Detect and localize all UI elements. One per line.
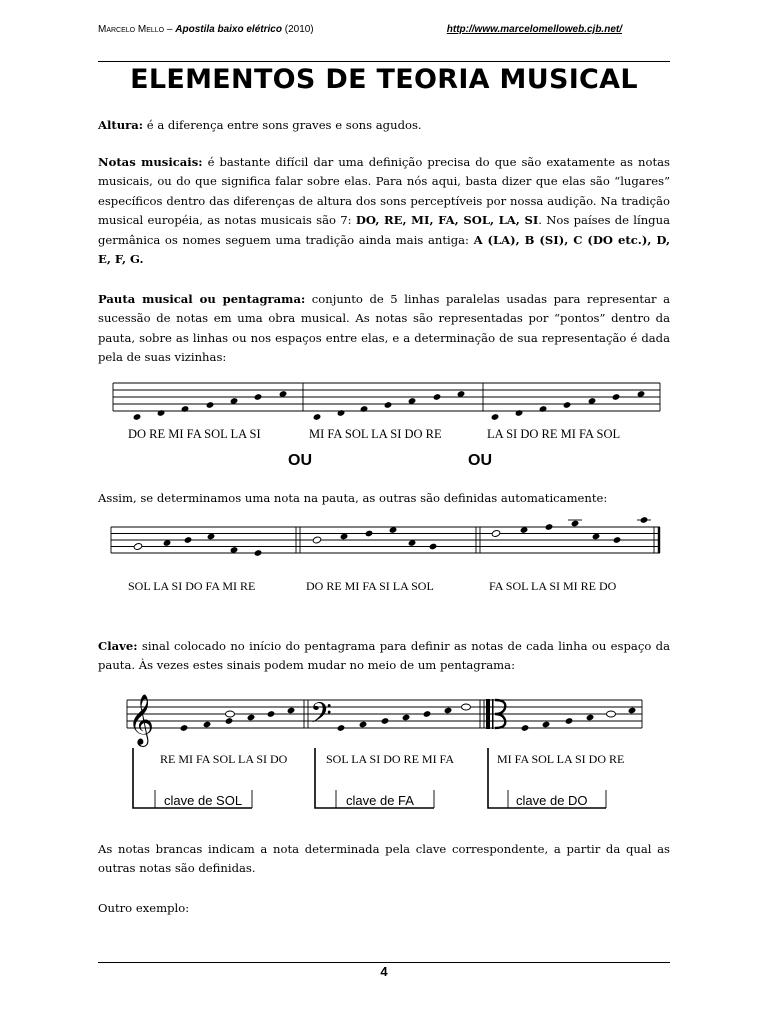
note-names-fig2-group-2: DO RE MI FA SI LA SOL <box>306 579 434 593</box>
paragraph-notas: Notas musicais: é bastante difícil dar uma definição precisa do que são exatamente as notas musicais, ou do que significa falar sobre elas. Para nós aqui, basta dizer que elas são “lugares” específicos dentro das diferenças de altura dos sons perceptíveis por nossa audição. Na tradição musical européia, as notas musicais são 7: DO, RE, MI, FA, SOL, LA, SI. Nos países de língua germânica os nomes seguem uma tradição ainda mais antiga: A (LA), B (SI), C (DO etc.), D, E, F, G. <box>98 155 670 267</box>
paragraph-outro: Outro exemplo: <box>98 901 190 915</box>
ou-label-2: OU <box>468 452 492 469</box>
term-pauta: Pauta musical ou pentagrama: <box>98 292 306 306</box>
header-year: (2010) <box>284 24 314 35</box>
term-clave: Clave: <box>98 639 138 653</box>
ou-label-1: OU <box>288 452 312 469</box>
bass-clef-icon: 𝄢 <box>310 697 332 737</box>
clef-label-do: clave de DO <box>516 793 588 808</box>
paragraph-pauta: Pauta musical ou pentagrama: conjunto de 5 linhas paralelas usadas para representar a sucessão de notas em uma obra musical. As notas são representadas por “pontos” dentro da pauta, sobre as linhas ou nos espaços entre elas, e a determinação de sua representação é dada pela de suas vizinhas: <box>98 292 671 365</box>
header-url-link[interactable]: http://www.marcelomelloweb.cjb.net/ <box>446 24 622 35</box>
header-dash: – <box>166 24 173 35</box>
page-number: 4 <box>380 964 388 979</box>
paragraph-brancas: As notas brancas indicam a nota determinada pela clave correspondente, a partir da qual as outras notas são definidas. <box>98 842 670 876</box>
footer-rule <box>98 962 670 963</box>
white-note-fa <box>462 704 471 710</box>
paragraph-altura: Altura: é a diferença entre sons graves e sons agudos. <box>98 118 422 132</box>
white-note-sol <box>226 711 235 717</box>
notes-latin: DO, RE, MI, FA, SOL, LA, SI <box>355 213 539 228</box>
page-title: ELEMENTOS DE TEORIA MUSICAL <box>130 64 638 95</box>
note-names-fig2-group-3: FA SOL LA SI MI RE DO <box>489 579 617 593</box>
treble-clef-icon: 𝄞 <box>128 694 155 745</box>
note-names-group-2: MI FA SOL LA SI DO RE <box>309 427 442 441</box>
clef-label-fa: clave de FA <box>346 793 414 808</box>
note-names-group-3: LA SI DO RE MI FA SOL <box>487 427 621 441</box>
notes-germanic: A (LA), B (SI), C (DO etc.), D, E, F, G. <box>98 232 670 267</box>
note-names-fig2-group-1: SOL LA SI DO FA MI RE <box>128 579 256 593</box>
note-names-group-1: DO RE MI FA SOL LA SI <box>128 427 261 441</box>
term-altura: Altura: <box>98 118 144 132</box>
white-note-do <box>607 711 616 717</box>
header-author: Marcelo Mello <box>98 24 165 35</box>
clef-notes-fa: SOL LA SI DO RE MI FA <box>326 752 455 766</box>
clef-notes-sol: RE MI FA SOL LA SI DO <box>160 752 288 766</box>
header-work: Apostila baixo elétrico <box>175 24 282 35</box>
paragraph-assim: Assim, se determinamos uma nota na pauta, as outras são definidas automaticamente: <box>98 491 608 505</box>
term-notas: Notas musicais: <box>98 155 203 169</box>
clef-label-sol: clave de SOL <box>164 793 243 808</box>
paragraph-clave: Clave: sinal colocado no início do pentagrama para definir as notas de cada linha ou espaço da pauta. Às vezes estes sinais podem mudar no meio de um pentagrama: <box>98 639 670 673</box>
clef-notes-do: MI FA SOL LA SI DO RE <box>497 752 625 766</box>
